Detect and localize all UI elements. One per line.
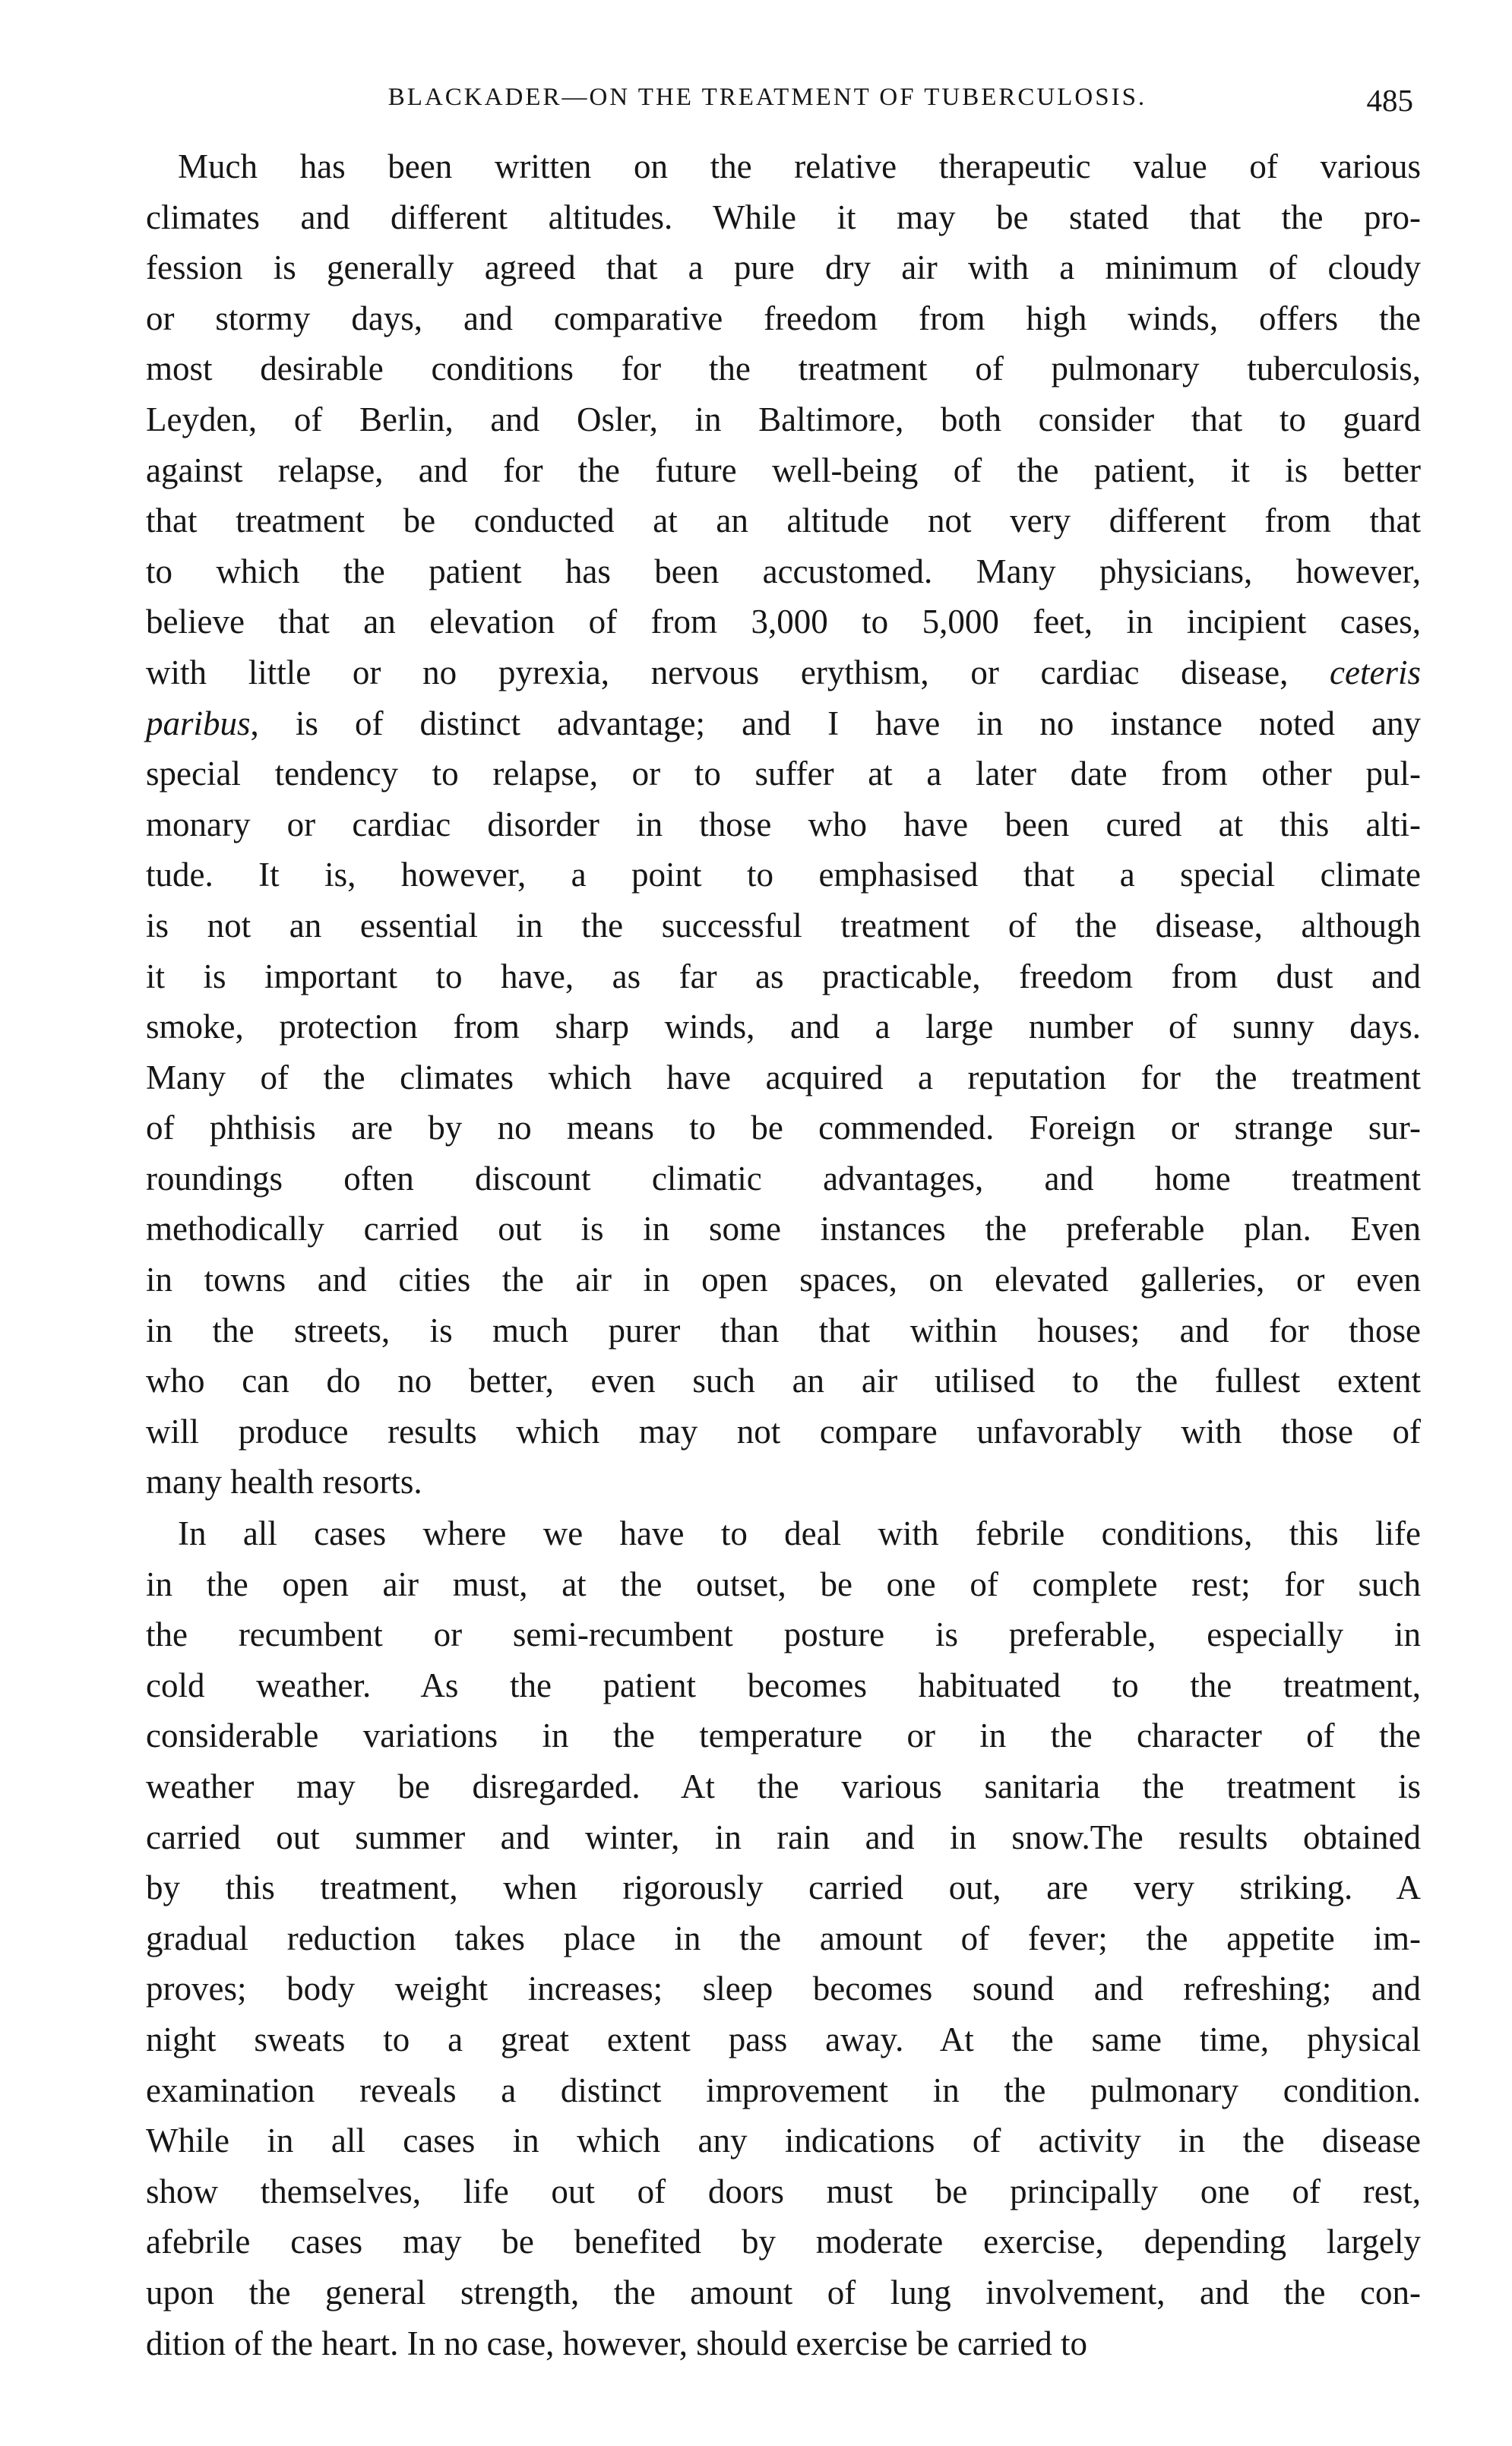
running-title: BLACKADER—ON THE TREATMENT OF TUBERCULOSIS. <box>387 84 1147 111</box>
body-text <box>114 141 1421 2369</box>
text-line: of phthisis are by no means to be commended. Foreign or strange sur- <box>146 1109 1421 1147</box>
text-line: the recumbent or semi-recumbent posture is preferable, especially in <box>146 1615 1421 1654</box>
text-line: examination reveals a distinct improvement in the pulmonary condition. <box>146 2071 1421 2109</box>
text-line: it is important to have, as far as practicable, freedom from dust and <box>146 957 1421 995</box>
text-line: monary or cardiac disorder in those who have been cured at this alti- <box>146 805 1421 843</box>
text-line: against relapse, and for the future well-being of the patient, it is better <box>146 451 1421 489</box>
text-line: in the open air must, at the outset, be one of complete rest; for such <box>146 1565 1421 1603</box>
text-line: in the streets, is much purer than that within houses; and for those <box>146 1311 1421 1350</box>
text-line: to which the patient has been accustomed. Many physicians, however, <box>146 552 1421 590</box>
text-line: climates and different altitudes. While it may be stated that the pro- <box>146 198 1421 236</box>
paragraph <box>114 1508 1421 2368</box>
text-line: or stormy days, and comparative freedom from high winds, offers the <box>146 299 1421 337</box>
text-line: proves; body weight increases; sleep becomes sound and refreshing; and <box>146 1970 1421 2008</box>
text-line: will produce results which may not compare unfavorably with those of <box>146 1412 1421 1451</box>
text-line: fession is generally agreed that a pure dry air with a minimum of cloudy <box>146 248 1421 287</box>
text-line: While in all cases in which any indications of activity in the disease <box>146 2122 1421 2160</box>
text-line: most desirable conditions for the treatment of pulmonary tuberculosis, <box>146 350 1421 388</box>
text-line: Many of the climates which have acquired a reputation for the treatment <box>146 1058 1421 1096</box>
page-number: 485 <box>1366 83 1413 118</box>
text-line: that treatment be conducted at an altitude not very different from that <box>146 502 1421 540</box>
text-line: considerable variations in the temperature or in the character of the <box>146 1717 1421 1755</box>
paragraph <box>114 141 1421 1508</box>
text-line: paribus, is of distinct advantage; and I have in no instance noted any <box>146 704 1421 742</box>
document-page <box>114 0 1421 2446</box>
text-line: In all cases where we have to deal with febrile conditions, this life <box>178 1514 1421 1553</box>
text-line: cold weather. As the patient becomes habituated to the treatment, <box>146 1666 1421 1704</box>
text-line: carried out summer and winter, in rain and in snow.The results obtained <box>146 1818 1421 1856</box>
text-line: in towns and cities the air in open spaces, on elevated galleries, or even <box>146 1261 1421 1299</box>
text-line: roundings often discount climatic advantages, and home treatment <box>146 1159 1421 1198</box>
text-line: tude. It is, however, a point to emphasised that a special climate <box>146 856 1421 894</box>
text-line: night sweats to a great extent pass away. At the same time, physical <box>146 2020 1421 2058</box>
text-line: dition of the heart. In no case, however, should exercise be carried to <box>146 2324 1087 2362</box>
running-head <box>114 82 1421 128</box>
text-line: Much has been written on the relative therapeutic value of various <box>178 147 1421 185</box>
text-line: upon the general strength, the amount of lung involvement, and the con- <box>146 2273 1421 2312</box>
text-line: Leyden, of Berlin, and Osler, in Baltimore, both consider that to guard <box>146 400 1421 438</box>
text-line: special tendency to relapse, or to suffer at a later date from other pul- <box>146 755 1421 793</box>
text-line: believe that an elevation of from 3,000 to 5,000 feet, in incipient cases, <box>146 603 1421 641</box>
text-line: is not an essential in the successful treatment of the disease, although <box>146 906 1421 945</box>
text-line: many health resorts. <box>146 1463 422 1501</box>
text-line: afebrile cases may be benefited by moderate exercise, depending largely <box>146 2223 1421 2261</box>
text-line: who can do no better, even such an air utilised to the fullest extent <box>146 1362 1421 1400</box>
text-line: with little or no pyrexia, nervous erythism, or cardiac disease, ceteris <box>146 653 1421 691</box>
text-line: smoke, protection from sharp winds, and a large number of sunny days. <box>146 1008 1421 1046</box>
text-line: by this treatment, when rigorously carried out, are very striking. A <box>146 1869 1421 1907</box>
text-line: gradual reduction takes place in the amount of fever; the appetite im- <box>146 1919 1421 1957</box>
text-line: methodically carried out is in some instances the preferable plan. Even <box>146 1210 1421 1248</box>
text-line: show themselves, life out of doors must be principally one of rest, <box>146 2172 1421 2210</box>
text-line: weather may be disregarded. At the various sanitaria the treatment is <box>146 1767 1421 1805</box>
